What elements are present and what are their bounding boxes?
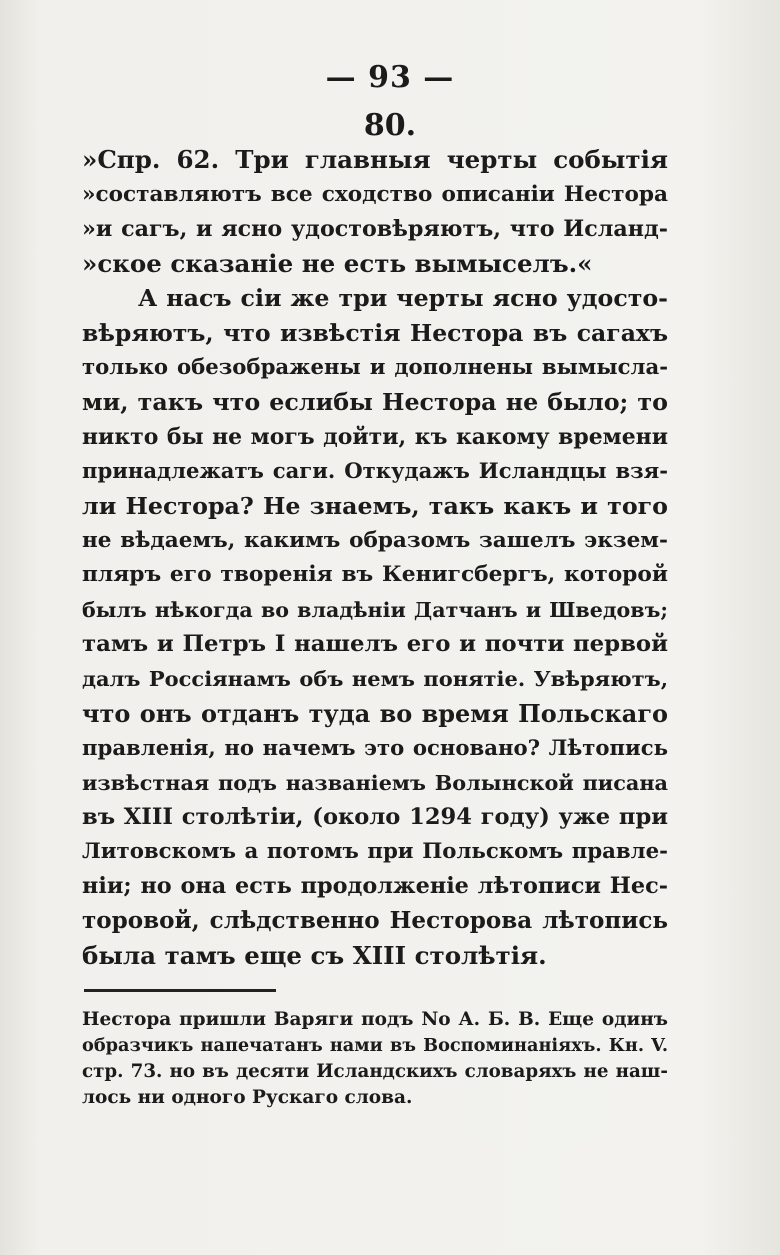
text-line: торовой, слѣдственно Несторова лѣтопись	[82, 907, 668, 935]
text-line: Литовскомъ а потомъ при Польскомъ правле-	[82, 838, 668, 864]
text-line: принадлежатъ саги. Откудажъ Исландцы взя-	[82, 458, 668, 484]
footnote-divider	[84, 989, 276, 992]
text-line: правленія, но начемъ это основано? Лѣтопись	[82, 735, 668, 761]
text-line: далъ Россіянамъ объ немъ понятіе. Увѣряютъ,	[82, 665, 668, 691]
footnote	[82, 1007, 668, 1111]
text-line: извѣстная подъ названіемъ Волынской писана	[82, 769, 668, 795]
text-line: не вѣдаемъ, какимъ образомъ зашелъ экзем-	[82, 527, 668, 553]
text-line: »ское сказаніе не есть вымыселъ.«	[82, 248, 593, 278]
text-line: былъ нѣкогда во владѣніи Датчанъ и Шведовъ;	[82, 597, 668, 622]
text-line: вѣряютъ, что извѣстія Нестора въ сагахъ	[82, 318, 668, 347]
text-line: только обезображены и дополнены вымысла-	[82, 354, 668, 380]
page-number: — 93 —	[325, 60, 455, 95]
text-line: тамъ и Петръ I нашелъ его и почти первой	[82, 631, 668, 658]
text-line: что онъ отданъ туда во время Польскаго	[82, 698, 668, 728]
text-line: »Спр. 62. Три главныя черты событія	[82, 145, 668, 174]
text-line: ми, такъ что еслибы Нестора не было; то	[82, 388, 668, 417]
text-line: пляръ его творенія въ Кенигсбергъ, которой	[82, 562, 668, 588]
text-line: ли Нестора? Не знаемъ, такъ какъ и того	[82, 491, 668, 520]
footnote-line: стр. 73. но въ десяти Исландскихъ словаряхъ не наш-	[82, 1061, 668, 1082]
text-line: »составляютъ все сходство описаніи Нестора	[82, 181, 668, 207]
text-line: »и сагъ, и ясно удостовѣряютъ, что Исланд-	[82, 216, 668, 243]
footnote-line: образчикъ напечатанъ нами въ Воспоминаніяхъ. Кн. V.	[82, 1035, 668, 1056]
section-number: 80.	[363, 108, 417, 143]
footnote-line: Нестора пришли Варяги подъ No А. Б. В. Еще одинъ	[82, 1009, 668, 1030]
main-text	[82, 143, 668, 973]
text-line: А насъ сіи же три черты ясно удосто-	[138, 284, 668, 313]
text-line: ніи; но она есть продолженіе лѣтописи Нес-	[82, 873, 668, 900]
text-line: была тамъ еще съ XIII столѣтія.	[82, 940, 547, 970]
text-line: никто бы не могъ дойти, къ какому времени	[82, 423, 668, 450]
text-line: въ XIII столѣтіи, (около 1294 году) уже при	[82, 804, 668, 831]
footnote-line: лось ни одного Рускаго слова.	[82, 1087, 413, 1108]
